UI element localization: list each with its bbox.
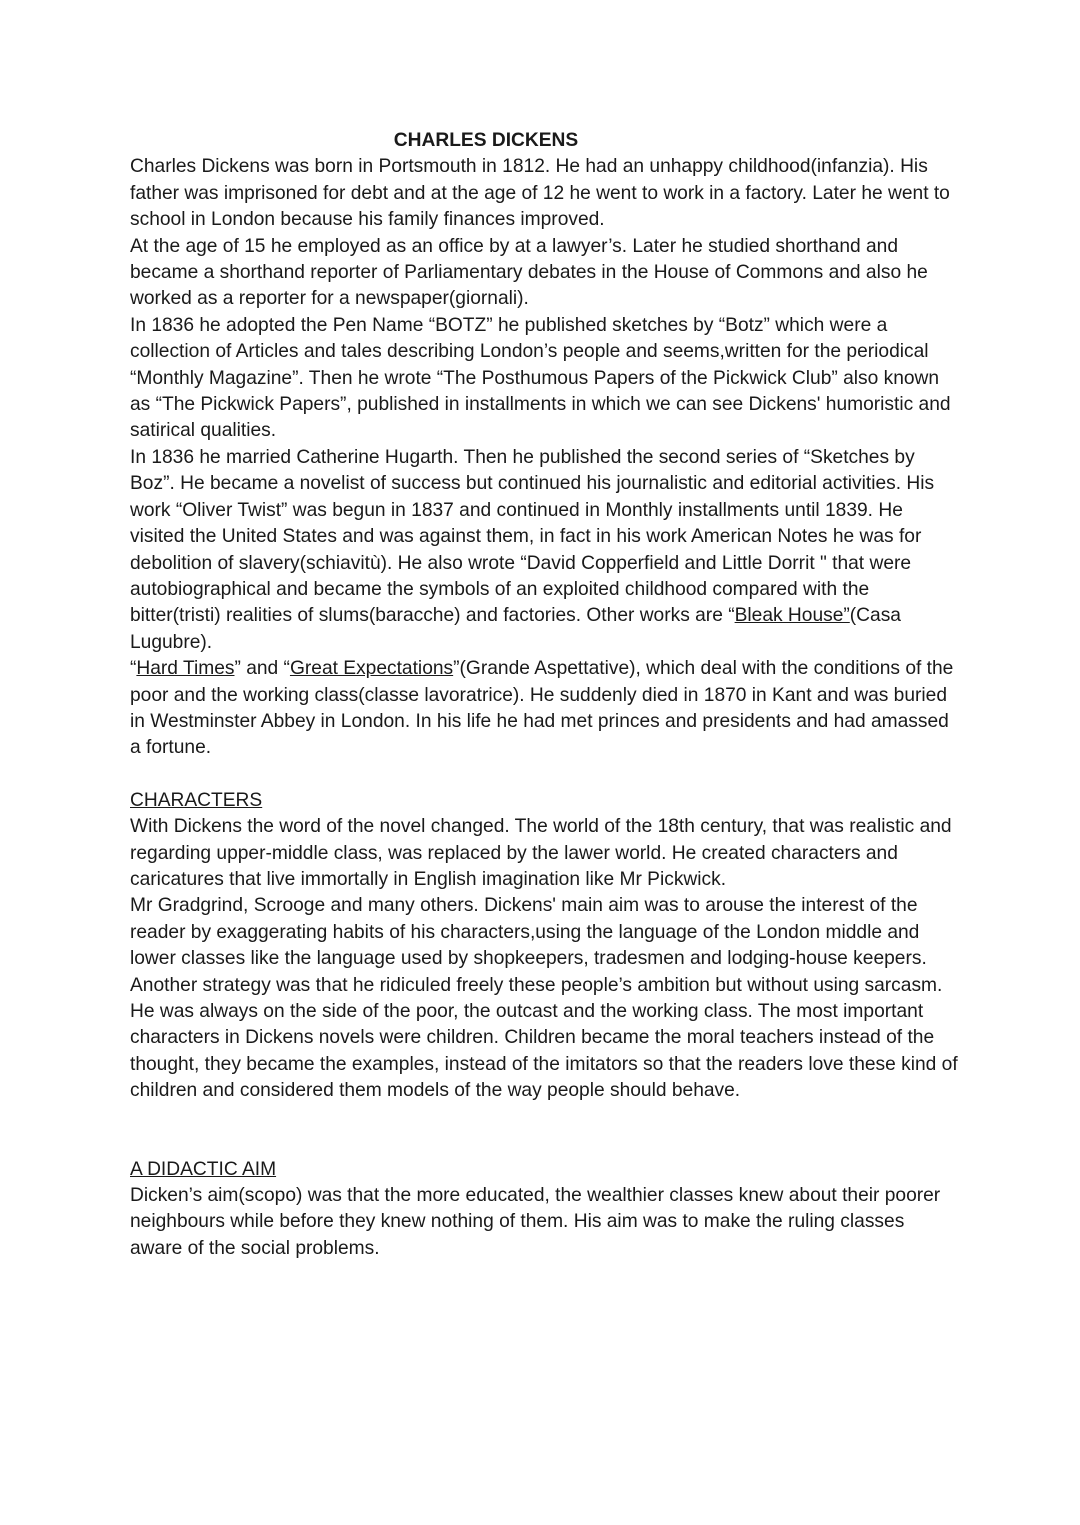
biography-paragraph-2: At the age of 15 he employed as an office by at a lawyer’s. Later he studied shorthand and became a shorthand reporter of Parliamentary debates in the House of Commons and also he worked as a reporter for a newspaper(giornali).: [130, 235, 928, 310]
biography-paragraph-4-text: In 1836 he married Catherine Hugarth. Then he published the second series of “Sketches by Boz”. He became a novelist of success but continued his journalistic and editorial activities. His work “Oliver Twist” was begun in 1837 and continued in Monthly installments until 1839. He visited the United States and was against them, in fact in his work American Notes he was for debolition of slavery(schiavitù). He also wrote “David Copperfield and Little Dorrit " that were autobiographical and became the symbols of an exploited childhood compared with the bitter(tristi) realities of slums(baracche) and factories. Other works are “: [130, 446, 935, 627]
quote-mid: ” and “: [234, 658, 290, 680]
characters-paragraph-2: Mr Gradgrind, Scrooge and many others. Dickens' main aim was to arouse the interest of the reader by exaggerating habits of his characters,using the language of the London middle and lower classes like the language used by shopkeepers, tradesmen and lodging-house keepers. Another strategy was that he ridiculed freely these people’s ambition but without using sarcasm. He was always on the side of the poor, the outcast and the working class. The most important characters in Dickens novels were children. Children became the moral teachers instead of the thought, they became the examples, instead of the imitators so that the readers love these kind of children and considered them models of the way people should behave.: [130, 895, 958, 1102]
great-expectations-link[interactable]: Great Expectations: [289, 658, 454, 680]
bleak-house-link[interactable]: Bleak House”: [734, 605, 850, 627]
quote-open: “: [130, 658, 137, 680]
document-title: CHARLES DICKENS: [393, 130, 579, 151]
didactic-aim-heading: A DIDACTIC AIM: [130, 1158, 277, 1180]
characters-paragraph-1: With Dickens the word of the novel changed. The world of the 18th century, that was realistic and regarding upper-middle class, was replaced by the lawer world. He created characters and caricatures that live immortally in English imagination like Mr Pickwick.: [130, 816, 952, 890]
biography-paragraph-4: [130, 445, 960, 656]
biography-paragraph-1: Charles Dickens was born in Portsmouth in 1812. He had an unhappy childhood(infanzia). His father was imprisoned for debt and at the age of 12 he went to work in a factory. Later he went to school in London because his family finances improved.: [130, 156, 950, 231]
biography-paragraph-3: In 1836 he adopted the Pen Name “BOTZ” he published sketches by “Botz” which were a collection of Articles and tales describing London’s people and seems,written for the periodical “Monthly Magazine”. Then he wrote “The Posthumous Papers of the Pickwick Club” also known as “The Pickwick Papers”, published in installments in which we can see Dickens' humoristic and satirical qualities.: [130, 314, 951, 442]
didactic-aim-paragraph: Dicken’s aim(scopo) was that the more educated, the wealthier classes knew about their poorer neighbours while before they knew nothing of them. His aim was to make the ruling classes aware of the social problems.: [130, 1185, 941, 1259]
section-spacer: [130, 1105, 960, 1157]
biography-paragraph-5-text: ”(Grande Aspettative), which deal with the conditions of the poor and the working class(classe lavoratrice). He suddenly died in 1870 in Kant and was buried in Westminster Abbey in London. In his life he had met princes and presidents and had amassed a fortune.: [130, 658, 954, 759]
hard-times-link[interactable]: Hard Times: [136, 658, 235, 680]
section-spacer: [130, 762, 960, 788]
biography-paragraph-5: [130, 656, 960, 762]
characters-heading: CHARACTERS: [130, 789, 263, 811]
document-page: [130, 128, 960, 1262]
biography-paragraph-4-tail: (Casa Lugubre).: [130, 605, 901, 653]
